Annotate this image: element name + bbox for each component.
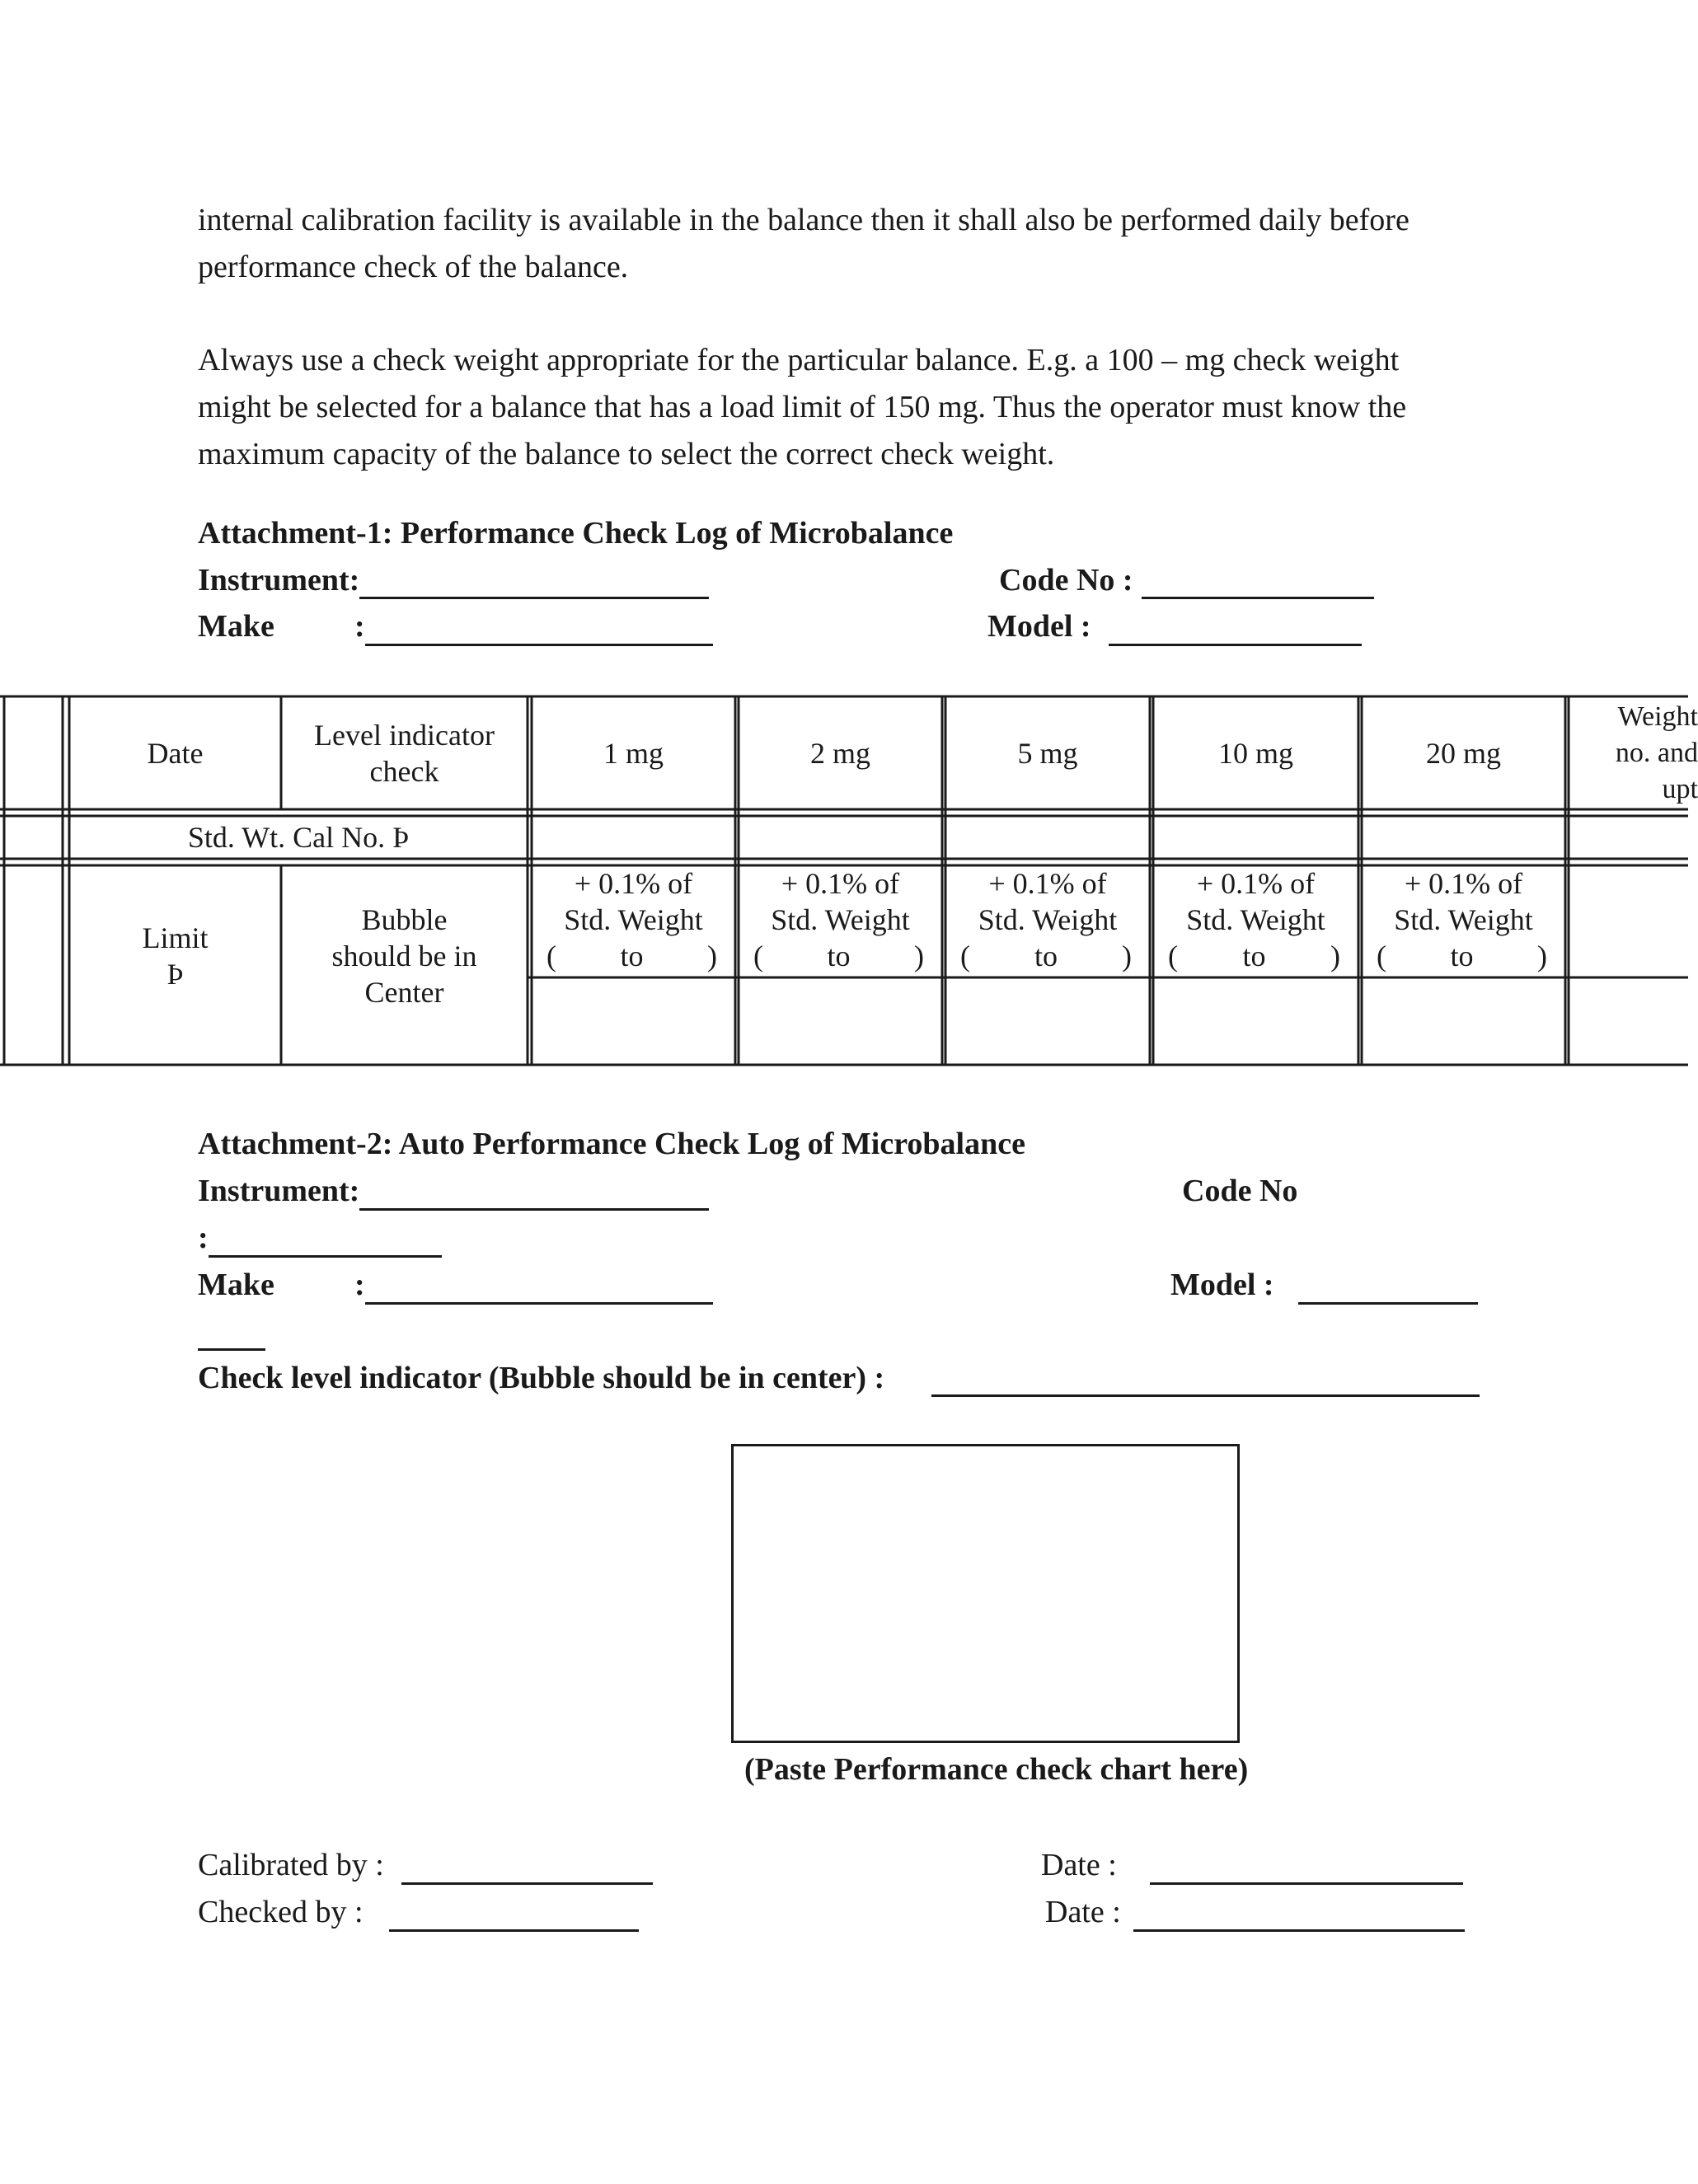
tolerance-to: to — [1242, 940, 1266, 972]
attachment1-code-label: Code No : — [999, 563, 1133, 598]
paste-chart-caption: (Paste Performance check chart here) — [744, 1752, 1249, 1787]
checked-by-underline[interactable] — [389, 1929, 639, 1932]
tolerance-line2: Std. Weight — [1186, 903, 1325, 936]
attachment2-title: Attachment-2: Auto Performance Check Log of Microbalance — [198, 1127, 1025, 1161]
table-header-1mg: 1 mg — [603, 736, 664, 770]
attachment2-code-underline[interactable] — [209, 1255, 442, 1258]
attachment1-code-underline[interactable] — [1142, 597, 1374, 599]
tolerance-close: ) — [913, 940, 924, 972]
table-tolerance-5mg — [945, 865, 1150, 977]
table-limit-arrow: Þ — [167, 958, 184, 991]
table-tolerance-20mg — [1362, 865, 1565, 977]
tolerance-line1: + 0.1% of — [781, 867, 900, 900]
calibrated-by-label: Calibrated by : — [198, 1848, 384, 1882]
tolerance-to: to — [620, 940, 644, 972]
table-std-row-label: Std. Wt. Cal No. Þ — [187, 821, 410, 854]
table-tolerance-2mg — [739, 865, 942, 977]
tolerance-line2: Std. Weight — [978, 903, 1118, 936]
table-header-weight: Weight no. and upt — [1615, 701, 1698, 804]
tolerance-line2: Std. Weight — [1394, 903, 1533, 936]
table-header-5mg: 5 mg — [1017, 736, 1078, 770]
intro-para1-line1: internal calibration facility is available in the balance then it shall also be performed daily before — [198, 203, 1410, 237]
tolerance-open: ( — [546, 940, 556, 972]
tolerance-to: to — [1034, 940, 1058, 972]
attachment2-make-underline[interactable] — [365, 1302, 713, 1305]
tolerance-open: ( — [1377, 940, 1386, 972]
attachment1-make-colon: : — [354, 609, 365, 644]
attachment1-instrument-underline[interactable] — [359, 597, 709, 599]
tolerance-close: ) — [1536, 940, 1547, 972]
date1-underline[interactable] — [1150, 1882, 1463, 1885]
tolerance-line1: + 0.1% of — [1404, 867, 1523, 900]
attachment1-instrument-label: Instrument: — [198, 563, 360, 598]
intro-para2-line1: Always use a check weight appropriate for the particular balance. E.g. a 100 – mg check weight — [198, 343, 1400, 377]
attachment2-instrument-underline[interactable] — [359, 1208, 709, 1211]
attachment2-make-colon: : — [354, 1268, 365, 1302]
attachment2-model-underline[interactable] — [1298, 1302, 1478, 1305]
attachment1-title: Attachment-1: Performance Check Log of Microbalance — [198, 516, 954, 551]
tolerance-close: ) — [1121, 940, 1132, 972]
intro-para2-line2: might be selected for a balance that has a load limit of 150 mg. Thus the operator must know the — [198, 390, 1407, 424]
attachment2-code-colon: : — [198, 1221, 209, 1255]
attachment2-model-underline-continued[interactable] — [198, 1348, 265, 1351]
tolerance-close: ) — [1330, 940, 1340, 972]
attachment2-code-label: Code No — [1182, 1174, 1298, 1208]
attachment2-instrument-label: Instrument: — [198, 1174, 360, 1208]
tolerance-to: to — [1450, 940, 1474, 972]
attachment2-model-label: Model : — [1170, 1268, 1274, 1302]
tolerance-open: ( — [960, 940, 970, 972]
attachment2-make-label: Make — [198, 1268, 274, 1302]
tolerance-line1: + 0.1% of — [574, 867, 693, 900]
table-header-20mg: 20 mg — [1425, 736, 1501, 770]
tolerance-close: ) — [706, 940, 717, 972]
tolerance-range — [532, 938, 735, 974]
table-header-2mg: 2 mg — [809, 736, 870, 770]
attachment2-level-check-label: Check level indicator (Bubble should be in center) : — [198, 1361, 885, 1395]
paste-chart-box[interactable] — [731, 1444, 1240, 1743]
calibrated-by-underline[interactable] — [401, 1882, 653, 1885]
checked-by-label: Checked by : — [198, 1895, 364, 1929]
tolerance-range — [945, 938, 1150, 974]
tolerance-line1: + 0.1% of — [1196, 867, 1316, 900]
attachment1-model-underline[interactable] — [1109, 644, 1362, 646]
table-limit-label: Limit — [142, 921, 209, 954]
tolerance-range — [1362, 938, 1565, 974]
table-header-level-indicator: Level indicator check — [314, 718, 495, 788]
tolerance-range — [1153, 938, 1358, 974]
attachment1-model-label: Model : — [987, 609, 1091, 644]
date1-label: Date : — [1041, 1848, 1117, 1882]
attachment1-make-label: Make — [198, 609, 274, 644]
table-tolerance-10mg — [1153, 865, 1358, 977]
tolerance-line1: + 0.1% of — [988, 867, 1107, 900]
table-header-10mg: 10 mg — [1217, 736, 1293, 770]
table-limit-cell — [69, 915, 281, 997]
tolerance-to: to — [827, 940, 851, 972]
tolerance-line2: Std. Weight — [771, 903, 910, 936]
tolerance-open: ( — [753, 940, 763, 972]
table-tolerance-1mg — [532, 865, 735, 977]
attachment1-make-underline[interactable] — [365, 644, 713, 646]
tolerance-range — [739, 938, 942, 974]
date2-label: Date : — [1045, 1895, 1121, 1929]
table-bubble-text: Bubble should be in Center — [331, 903, 477, 1009]
intro-para2-line3: maximum capacity of the balance to select the correct check weight. — [198, 437, 1055, 471]
tolerance-open: ( — [1168, 940, 1178, 972]
tolerance-line2: Std. Weight — [564, 903, 703, 936]
date2-underline[interactable] — [1133, 1929, 1465, 1932]
attachment2-level-check-underline[interactable] — [931, 1394, 1480, 1397]
table-header-date: Date — [147, 736, 204, 770]
intro-para1-line2: performance check of the balance. — [198, 250, 629, 284]
